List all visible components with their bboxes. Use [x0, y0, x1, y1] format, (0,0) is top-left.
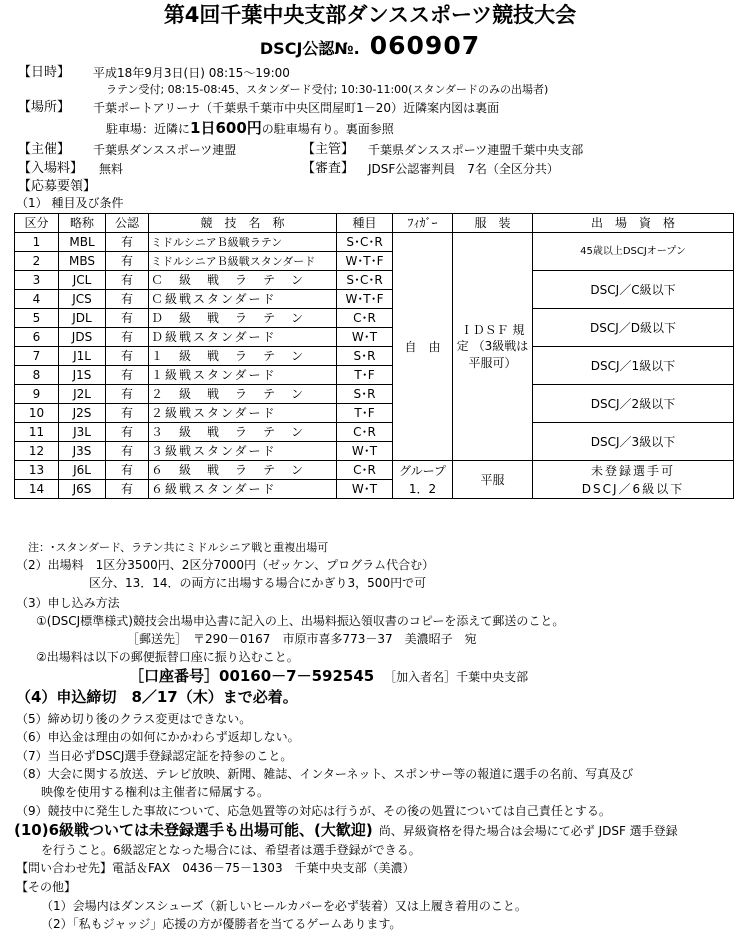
cell-dances: T･F	[337, 366, 393, 385]
note-6-kyu-highlight: (10)6級戦ついては未登録選手も出場可能、(大歓迎)	[14, 821, 373, 839]
cell-event-name: ミドルシニアＢ級戦スタンダード	[149, 252, 337, 271]
table-row	[15, 271, 734, 290]
header-event-name: 競 技 名 称	[149, 214, 337, 233]
cell-dances: S･R	[337, 385, 393, 404]
cell-abbr: J3L	[59, 423, 106, 442]
cell-event-name: Ｄ 級 戦 ラ テ ン	[149, 309, 337, 328]
cell-event-name: ２級戦スタンダード	[149, 404, 337, 423]
note-no-refund: （6）申込金は理由の如何にかかわらず返却しない。	[16, 730, 300, 744]
cell-auth: 有	[106, 309, 149, 328]
table-row	[15, 309, 734, 328]
cell-auth: 有	[106, 347, 149, 366]
note-overlap: 注：･スタンダード、ラテン共にミドルシニア戦と重複出場可	[28, 541, 329, 554]
cell-figure-group	[393, 461, 453, 499]
cell-abbr: JDL	[59, 309, 106, 328]
cell-qualification: DSCJ／1級以下	[533, 347, 734, 385]
date-value: 平成18年9月3日(日) 08:15～19:00	[93, 66, 290, 80]
cell-no: 4	[15, 290, 59, 309]
table-row	[15, 347, 734, 366]
note-6-kyu-2: を行うこと。6級認定となった場合には、希望者は選手登録ができる。	[41, 843, 421, 857]
header-qualification: 出 場 資 格	[533, 214, 734, 233]
cell-dances: W･T	[337, 328, 393, 347]
figure-group-label: グループ	[398, 463, 447, 478]
cell-attire-casual: 平服	[453, 461, 533, 499]
cell-dances: S･C･R	[337, 271, 393, 290]
cell-no: 9	[15, 385, 59, 404]
table-row	[15, 461, 734, 480]
manager-value: 千葉県ダンススポーツ連盟千葉中央支部	[368, 143, 584, 157]
cell-no: 5	[15, 309, 59, 328]
cell-dances: T･F	[337, 404, 393, 423]
cell-auth: 有	[106, 423, 149, 442]
cell-event-name: ６級戦スタンダード	[149, 480, 337, 499]
venue-label: 【場所】	[18, 100, 71, 115]
other-judge-game: （2）「私もジャッジ」応援の方が優勝者を当てるゲームあります。	[41, 917, 402, 931]
cell-dances: C･R	[337, 309, 393, 328]
contact-info: 【問い合わせ先】電話＆FAX 0436－75－1303 千葉中央支部（美濃）	[16, 861, 415, 875]
table-row	[15, 423, 734, 442]
cell-qualification: DSCJ／C級以下	[533, 271, 734, 309]
cell-event-name: ３級戦スタンダード	[149, 442, 337, 461]
note-bring-card: （7）当日必ずDSCJ選手登録認定証を持参のこと。	[16, 749, 293, 763]
note-entry-fee-discount: 区分、13．14．の両方に出場する場合にかぎり3，500円で可	[89, 576, 427, 590]
events-label: （1） 種目及び条件	[16, 196, 124, 210]
note-transfer: ②出場料は以下の郵便振替口座に振り込むこと。	[36, 650, 299, 664]
cell-dances: W･T･F	[337, 290, 393, 309]
cell-abbr: J1L	[59, 347, 106, 366]
cell-auth: 有	[106, 290, 149, 309]
organizer-value: 千葉県ダンススポーツ連盟	[93, 143, 237, 157]
cell-event-name: １級戦スタンダード	[149, 366, 337, 385]
account-holder: ［加入者名］千葉中央支部	[384, 670, 529, 684]
cell-abbr: J2S	[59, 404, 106, 423]
cell-attire-rule: ＩＤＳＦ 規 定 （3級戦は 平服可）	[453, 233, 533, 461]
cell-qualification: DSCJ／3級以下	[533, 423, 734, 461]
header-figure: ﾌｨｶﾞｰ	[393, 214, 453, 233]
cell-auth: 有	[106, 404, 149, 423]
cell-no: 2	[15, 252, 59, 271]
cell-no: 3	[15, 271, 59, 290]
cell-event-name: １ 級 戦 ラ テ ン	[149, 347, 337, 366]
reception-times: ラテン受付; 08:15-08:45、スタンダード受付; 10:30-11:00(スタンダードのみの出場者)	[106, 83, 549, 96]
cell-abbr: J3S	[59, 442, 106, 461]
header-attire: 服 装	[453, 214, 533, 233]
parking-price: 1日600円	[190, 119, 262, 137]
other-shoes: （1）会場内はダンスシューズ（新しいヒールカバーを必ず装着）又は上履き着用のこと。	[41, 899, 527, 913]
cell-auth: 有	[106, 271, 149, 290]
header-abbr: 略称	[59, 214, 106, 233]
table-row	[15, 385, 734, 404]
parking-pre: 駐車場：近隣に	[106, 122, 191, 136]
cell-auth: 有	[106, 252, 149, 271]
cell-no: 8	[15, 366, 59, 385]
cell-event-name: ミドルシニアＢ級戦ラテン	[149, 233, 337, 252]
cell-qualification-6	[533, 461, 734, 499]
cell-no: 7	[15, 347, 59, 366]
cell-dances: S･R	[337, 347, 393, 366]
note-entry-fee: （2）出場料 1区分3500円、2区分7000円（ゼッケン、プログラム代合む）	[16, 558, 435, 572]
note-6-kyu-rest: 尚、昇級資格を得た場合は会場にて必ず JDSF 選手登録	[378, 824, 678, 838]
cell-event-name: ２ 級 戦 ラ テ ン	[149, 385, 337, 404]
qualification-6-kyu: DSCJ／6級以下	[581, 481, 685, 496]
cell-dances: C･R	[337, 461, 393, 480]
header-division: 区分	[15, 214, 59, 233]
cell-abbr: J1S	[59, 366, 106, 385]
document-title: 第4回千葉中央支部ダンススポーツ競技大会	[163, 3, 577, 27]
cell-no: 11	[15, 423, 59, 442]
other-label: 【その他】	[16, 880, 77, 894]
table-header-row	[15, 214, 734, 233]
cell-dances: W･T･F	[337, 252, 393, 271]
cell-figure-free: 自 由	[393, 233, 453, 461]
note-application-method: （3）申し込み方法	[16, 596, 120, 610]
cell-auth: 有	[106, 461, 149, 480]
header-auth: 公認	[106, 214, 149, 233]
cell-qualification: 45歳以上DSCJオープン	[533, 233, 734, 271]
manager-label: 【主管】	[302, 142, 355, 157]
account-number: ［口座番号］00160－7－592545	[129, 667, 375, 685]
cell-no: 14	[15, 480, 59, 499]
cell-event-name: ６ 級 戦 ラ テ ン	[149, 461, 337, 480]
cell-event-name: Ｃ 級 戦 ラ テ ン	[149, 271, 337, 290]
cell-no: 13	[15, 461, 59, 480]
cell-abbr: J6S	[59, 480, 106, 499]
cell-abbr: JDS	[59, 328, 106, 347]
cell-dances: W･T	[337, 480, 393, 499]
note-6-kyu	[14, 823, 678, 838]
cell-no: 6	[15, 328, 59, 347]
cell-no: 10	[15, 404, 59, 423]
note-media-rights-2: 映像を使用する権利は主催者に帰属する。	[41, 785, 270, 799]
figure-group-nums: 1．2	[408, 481, 437, 496]
cell-dances: C･R	[337, 423, 393, 442]
cell-auth: 有	[106, 233, 149, 252]
judge-label: 【審査】	[302, 161, 355, 176]
header-dances: 種目	[337, 214, 393, 233]
note-account	[129, 669, 528, 684]
cell-abbr: MBS	[59, 252, 106, 271]
cell-auth: 有	[106, 385, 149, 404]
cell-qualification: DSCJ／2級以下	[533, 385, 734, 423]
qualification-unregistered: 未登録選手可	[590, 463, 675, 478]
cell-auth: 有	[106, 328, 149, 347]
cell-no: 1	[15, 233, 59, 252]
certification-label: DSCJ公認№.	[259, 39, 360, 58]
cell-dances: S･C･R	[337, 233, 393, 252]
cell-abbr: JCS	[59, 290, 106, 309]
cell-dances: W･T	[337, 442, 393, 461]
events-table	[14, 213, 734, 499]
cell-qualification: DSCJ／D級以下	[533, 309, 734, 347]
venue-value: 千葉ポートアリーナ（千葉県千葉市中央区問屋町1－20）近隣案内図は裏面	[93, 101, 500, 115]
fee-label: 【入場料】	[18, 161, 84, 176]
fee-value: 無料	[99, 162, 124, 176]
organizer-label: 【主催】	[18, 142, 71, 157]
date-label: 【日時】	[18, 65, 71, 80]
cell-auth: 有	[106, 480, 149, 499]
note-media-rights: （8）大会に関する放送、テレビ放映、新聞、雑誌、インターネット、スポンサー等の報道に選手の名前、写真及び	[16, 767, 634, 781]
parking-post: の駐車場有り。裏面参照	[261, 122, 394, 136]
parking-info	[106, 121, 394, 136]
cell-event-name: ３ 級 戦 ラ テ ン	[149, 423, 337, 442]
note-class-change: （5）締め切り後のクラス変更はできない。	[16, 712, 252, 726]
note-deadline: （4）申込締切 8／17（木）まで必着。	[16, 688, 298, 706]
cell-event-name: Ｄ級戦スタンダード	[149, 328, 337, 347]
certification-value: 060907	[369, 31, 481, 60]
certification-number	[0, 33, 740, 58]
cell-auth: 有	[106, 442, 149, 461]
cell-no: 12	[15, 442, 59, 461]
table-row	[15, 233, 734, 252]
cell-abbr: JCL	[59, 271, 106, 290]
note-mail-address: ［郵送先］ 〒290－0167 市原市喜多773－37 美濃昭子 宛	[127, 632, 477, 646]
cell-abbr: J6L	[59, 461, 106, 480]
cell-event-name: Ｃ級戦スタンダード	[149, 290, 337, 309]
judge-value: JDSF公認審判員 7名（全区分共）	[368, 162, 559, 176]
cell-auth: 有	[106, 366, 149, 385]
cell-abbr: MBL	[59, 233, 106, 252]
application-label: 【応募要領】	[18, 179, 97, 194]
note-accident: （9）競技中に発生した事故について、応急処置等の対応は行うが、その後の処置については自己責任とする。	[16, 804, 611, 818]
note-application-form: ①(DSCJ標準様式)競技会出場申込書に記入の上、出場料振込領収書のコピーを添えて郵送のこと。	[36, 614, 565, 628]
cell-abbr: J2L	[59, 385, 106, 404]
